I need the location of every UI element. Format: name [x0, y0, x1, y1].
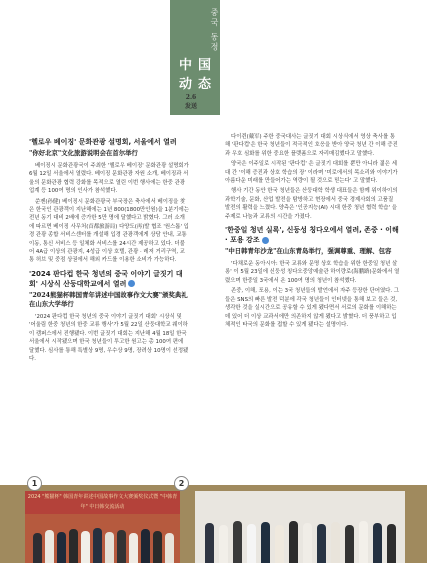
title-char-2: 国 — [198, 58, 212, 73]
article1-heading: '헬로우 베이징' 문화관광 설명회, 서울에서 열려 — [29, 138, 177, 146]
article2-continued-paragraph: 양국은 이주일로 시작된 '판다컵' 은 글짓기 대회를 뿐만 아니라 젊은 세대 간 '이해 증진과 상호 학습의 장' 이라며 '미로에서의 목소리와 이야기가 아름다운 미래를 만들어가는 역량이 될 것으로 믿는다' 고 말했다. — [225, 161, 398, 185]
issue-date-line1: 2.6 — [185, 94, 197, 101]
globe-icon — [128, 280, 135, 287]
photo-youth-salon — [195, 491, 405, 563]
title-char-4: 态 — [198, 77, 212, 92]
issue-date — [185, 93, 197, 111]
right-column — [225, 133, 400, 331]
globe-icon — [262, 237, 269, 244]
photo-banner: 2024 "熊猫杯" 韩国青年讲述中国故事作文大赛颁奖仪式暨 "中韩青年" 中日韩交流活动 — [25, 491, 180, 514]
article1-paragraph: 베이징시 문화관광국이 주최한 '헬로우 베이징' 문화관광 설명회가 6월 12일 서울에서 열렸다. 베이징 문화관광 자원 소개, 베이징과 서울의 문화관광 협력 강화를 목적으로 열린 이번 행사에는 한중 관광업계 등 100여 명의 인사가 참석했다. — [29, 163, 189, 195]
article1-heading-cn: "你好北京"文化旅游说明会在首尔举行 — [29, 149, 138, 157]
article2-heading-cn: "2024熊猫杯韩国青年讲述中国故事作文大赛"颁奖典礼在山东大学举行 — [29, 290, 188, 308]
issue-date-line2: 发送 — [185, 103, 198, 110]
photo-award-ceremony — [25, 491, 180, 563]
article2-paragraph: '2024 판다컵 한국 청년의 중국 이야기 글짓기 대회' 시상식 및 '어울림 한중 청년의 한중 교류 행사'가 5월 22일 산둥대학교 웨이하이 캠퍼스에서 진행됐다. 이번 글짓기 대회는 지난해 4월 18일 한국 서울에서 시작됐으며 한국 청년들이 투고한 원고는 총 100여 편에 달했다. 심사를 통해 특별상 9명, 우수상 9명, 장려상 10명이 선정됐다. — [29, 313, 189, 362]
band-subtitle: 중국 동정 — [210, 8, 219, 53]
article3-paragraph: '다채로운 동아시아: 한국 교류와 문명 상호 학습을 위한 한중일 청년 살롱' 이 5월 23일에 신둥성 칭다오중앙예술관 하이량로(海鹏路)문화에서 열렸으며 한중일 3국에서 온 100여 명의 청년이 참석했다. — [225, 261, 400, 284]
article2-heading — [29, 269, 189, 289]
article1-paragraph: 쑨젠(孙健) 베이징시 문화관광국 부국장은 축사에서 베이징을 찾은 한국인 관광객이 지난해에는 1년 800(1800만인원)을 1분기에는 전년 동기 대비 2배에 증가한 5만 명에 달했다고 밝혔다. 그러 소개에 따르면 베이징 사무처(首都旅游局) 다양도(再)발 협조 '원스톱' 입경 관광 종합 서비스센터를 개설해 입경 관광객에게 상담 안내, 교통 이동, 통신 서비스 등 일체화 서비스를 24시간 제공하고 있다. 더불어 4A급 이상의 관광지, 4성급 이상 호텔, 관광 · 레저 거리구역, 교통 허브 및 중점 상권에서 해외 카드를 이용한 소비가 가능하다. — [29, 198, 189, 264]
title-char-1: 中 — [179, 58, 193, 73]
article3-heading — [225, 225, 400, 245]
photo-number-badge: 2 — [174, 476, 189, 491]
article2-heading-text: '2024 판다컵 한국 청년의 중국 이야기 글짓기 대회' 시상식 산둥대학교에서 열려 — [29, 269, 183, 288]
people-group — [195, 515, 405, 563]
article2-continued-paragraph: 다이쥔(戴军) 주한 중국대사는 글짓기 대회 시상식에서 영상 축사를 통해 '판다컵'은 한국 청년들이 적극적인 호응을 받아 양국 청년 간 이해 증진과 우호 심화를 위한 중요한 플랫폼으로 자리매김했다고 말했다. — [225, 134, 398, 157]
people-group — [25, 523, 180, 563]
photo-strip — [0, 479, 427, 563]
title-char-3: 动 — [179, 77, 193, 92]
photo-number-badge: 1 — [27, 476, 42, 491]
left-column — [29, 133, 189, 365]
article3-heading-text: '한중일 청년 실록', 신둥성 칭다오에서 열려, 존중 · 이해 · 포용 강조 — [225, 226, 399, 245]
article3-paragraph: 존중, 이해, 포용, 이는 3국 청년들의 발언에서 자주 등장한 단어였다. 그들은 SNS의 빠른 발전 덕분에 각국 청년들이 인터넷을 통해 보고 들은 것, 생각한 것을 실시간으로 공유할 수 있게 됐다면서 서로의 문화를 이해하는 데 있어 더 이상 교과서에만 의존하지 않게 됐다고 밝혔다. 더 풍부하고 입체적인 타국의 문화를 접할 수 있게 됐다는 설명이다. — [225, 288, 400, 328]
article3-heading-cn: "中日韩青年沙龙"在山东青岛举行，强调尊重、理解、包容 — [225, 247, 392, 256]
article2-continued-paragraph: 행사 기간 동안 한국 청년들은 산둥대학 학생 대표들은 함께 위이하이의 과학기술, 문화, 산업 발전을 탐방하고 현장에서 중국 경제사회의 고품질 발전의 활력을 느꼈다. 양측은 '인공지능(AI) 시대 한중 청년 협력 학습' 을 주제로 나눔과 교류의 시간을 가졌다. — [225, 188, 398, 220]
